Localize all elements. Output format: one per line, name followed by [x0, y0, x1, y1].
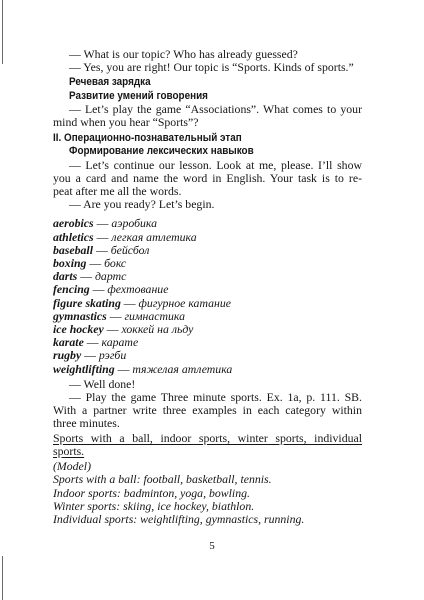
vocabulary-translation: фехтование [107, 282, 169, 297]
dialogue-line: you a card and name the word in English. Your task is to re- [53, 170, 362, 185]
dialogue-line: three minutes. [53, 416, 120, 431]
vocabulary-term: aerobics [53, 216, 94, 231]
category-list [53, 432, 362, 458]
vocabulary-dash: — [80, 269, 93, 284]
vocabulary-list [53, 217, 362, 375]
vocabulary-dash: — [106, 322, 119, 337]
vocabulary-translation: легкая атлетика [111, 229, 197, 244]
vocabulary-dash: — [96, 216, 109, 231]
dialogue-line: — Yes, you are right! Our topic is “Sports. Kinds of sports.” [69, 60, 354, 75]
vocabulary-dash: — [95, 242, 108, 257]
stage-heading-row [53, 132, 362, 145]
section-heading: Речевая зарядка [69, 76, 151, 89]
game-instructions [53, 391, 362, 431]
category-line-wrap [53, 445, 362, 458]
vocabulary-translation: фигурное катание [138, 295, 232, 310]
category-line: Sports with a ball, indoor sports, winter sports, individual [53, 430, 362, 445]
vocabulary-translation: бокс [104, 256, 127, 271]
vocabulary-dash: — [86, 335, 99, 350]
dialogue-line: — What is our topic? Who has already guessed? [69, 47, 298, 61]
vocabulary-item [53, 363, 362, 376]
model-label: (Model) [53, 459, 91, 474]
associations-paragraph [53, 103, 362, 129]
scan-edge-line [2, 0, 3, 64]
page-number: 5 [209, 540, 215, 552]
dialogue-line: — Play the game Three minute sports. Ex. 1a, p. 111. SB. [69, 390, 362, 405]
vocabulary-translation: дартс [94, 269, 127, 284]
vocabulary-term: rugby [53, 348, 82, 363]
vocabulary-translation: тяжелая атлетика [132, 361, 233, 376]
category-line: sports. [53, 443, 85, 458]
section-subheading: Формирование лексических навыков [69, 145, 254, 158]
dialogue-line: — Let’s play the game “Associations”. What comes to your [69, 101, 362, 116]
model-line: Individual sports: weightlifting, gymnastics, running. [53, 511, 305, 526]
vocabulary-dash: — [123, 295, 136, 310]
model-answers [53, 473, 362, 526]
dialogue-line: With a partner write three examples in each category within [53, 403, 362, 418]
page-text-column [53, 48, 362, 526]
vocabulary-term: athletics [53, 229, 94, 244]
section-subheading: Развитие умений говорения [69, 89, 208, 102]
dialogue-line: — Let’s continue our lesson. Look at me, please. I’ll show [69, 157, 362, 172]
model-line: Winter sports: skiing, ice hockey, biathlon. [53, 498, 255, 513]
dialogue-line: mind when you hear “Sports”? [53, 115, 199, 130]
vocabulary-translation: бейсбол [110, 242, 150, 257]
vocabulary-term: karate [53, 335, 84, 350]
section-subheading-row [53, 90, 362, 103]
dialogue-line: peat after me all the words. [53, 184, 182, 199]
vocabulary-translation: рэгби [98, 348, 127, 363]
vocabulary-translation: карате [101, 335, 139, 350]
vocabulary-term: figure skating [53, 295, 121, 310]
model-line: Indoor sports: badminton, yoga, bowling. [53, 485, 250, 500]
vocabulary-term: gymnastics [53, 308, 107, 323]
vocabulary-term: boxing [53, 256, 87, 271]
vocabulary-dash: — [117, 361, 130, 376]
vocabulary-term: weightlifting [53, 361, 115, 376]
vocabulary-dash: — [89, 256, 102, 271]
vocabulary-translation: хоккей на льду [121, 322, 194, 337]
vocabulary-term: baseball [53, 242, 93, 257]
section-subheading-row [53, 145, 362, 158]
stage-heading: II. Операционно-познавательный этап [53, 132, 242, 145]
scan-edge-line [2, 556, 3, 600]
vocabulary-translation: аэробика [111, 216, 158, 231]
vocabulary-dash: — [109, 308, 122, 323]
topic-dialogue [53, 48, 362, 74]
vocabulary-term: fencing [53, 282, 90, 297]
vocabulary-term: ice hockey [53, 322, 104, 337]
dialogue-line: — Are you ready? Let’s begin. [69, 197, 215, 212]
vocabulary-translation: гимнастика [124, 308, 186, 323]
section-heading-row [53, 76, 362, 89]
vocabulary-dash: — [84, 348, 96, 363]
praise-line: — Well done! [69, 376, 136, 391]
model-line: Sports with a ball: football, basketball, tennis. [53, 472, 272, 487]
vocabulary-term: darts [53, 269, 78, 284]
instructions-paragraph [53, 159, 362, 199]
vocabulary-dash: — [92, 282, 105, 297]
vocabulary-dash: — [96, 229, 109, 244]
